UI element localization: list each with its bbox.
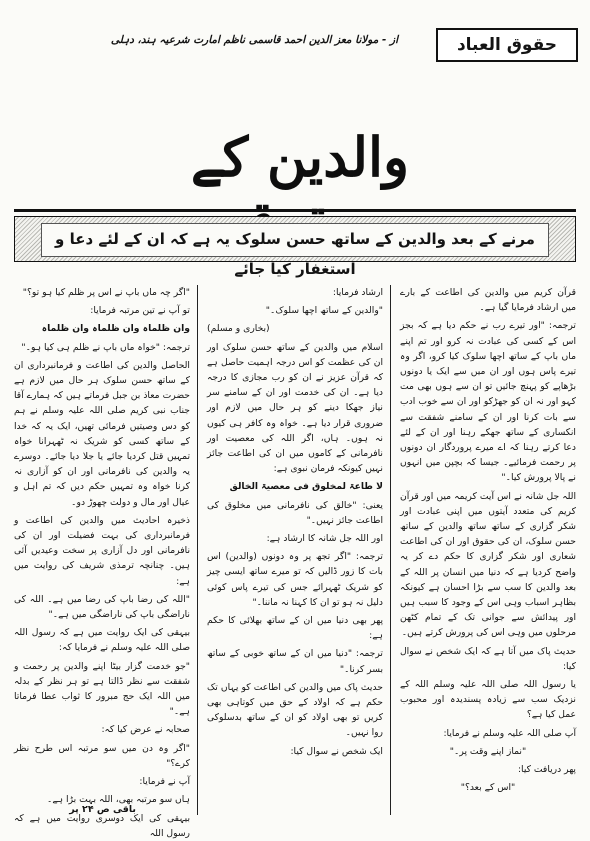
paragraph: ذخیرہ احادیث میں والدین کی اطاعت و فرمانبرداری کی بہت فضیلت اور ان کی نافرمانی اور دل آزاری پر سخت وعیدیں آئی ہیں۔ چنانچہ ترمذی شریف کی روایت میں ہے: xyxy=(14,514,190,587)
column-middle xyxy=(207,285,383,815)
paragraph: بیہقی کی ایک دوسری روایت میں ہے کہ رسول اللہ xyxy=(14,812,190,839)
paragraph: ترجمہ: "خواہ ماں باپ نے ظلم ہی کیا ہو۔" xyxy=(21,341,190,353)
arabic-quote: لا طاعۃ لمخلوق فی معصیۃ الخالق xyxy=(229,481,383,493)
section-label: حقوق العباد xyxy=(436,28,578,62)
paragraph: پھر دریافت کیا: xyxy=(517,764,576,776)
column-right xyxy=(400,285,576,815)
paragraph: اللہ جل شانہ نے اس آیت کریمہ میں اور قرآن کریم کی متعدد آیتوں میں اپنی عبادت اور شکر گزاری کے ساتھ ساتھ والدین کے ساتھ حسن سلوک، ان کی حقوق اور ان کی اطاعت شعاری اور شکر گزاری کا حکم دے کر یہ واضح کردیا ہے کہ دنیا میں انسان پر اللہ کے بعد والدین کا سب سے بڑا احسان ہے کیونکہ بظاہر اسباب وہی اس کے وجود کا سبب ہیں اور پیدائش سے جوانی تک کے تمام کٹھن مرحلوں میں وہی اس کی پرورش کرتے ہیں۔ xyxy=(400,490,576,639)
paragraph: الحاصل والدین کی اطاعت و فرمانبرداری ان کے ساتھ حسن سلوک ہر حال میں لازم ہے حضرت معاذ بن جبل فرماتے ہیں کہ ہمارے آقا جناب نبی کریم صلی اللہ علیہ وسلم نے ہم کو دس وصیتیں فرمائی تھیں، ایک یہ کہ خدا کے ساتھ کسی کو شریک نہ ٹھہرانا خواہ تمہیں قتل کردیا جائے یا جلا دیا جائے۔ دوسرے یہ والدین کی نافرمانی اور ان کو آزاری نہ کرنا خواہ وہ تمہیں حکم دیں کہ تم اہل و عیال اور مال و دولت چھوڑ دو۔ xyxy=(14,359,190,508)
author-byline: از - مولانا معز الدین احمد قاسمی ناظم امارت شرعیہ ہند، دہلی xyxy=(110,34,398,46)
paragraph: پھر بھی دنیا میں ان کے ساتھ بھلائی کا حکم ہے: xyxy=(207,615,383,642)
paragraph: آپ نے فرمایا: xyxy=(139,776,190,788)
paragraph: آپ صلی اللہ علیہ وسلم نے فرمایا: xyxy=(443,727,576,739)
column-divider xyxy=(197,285,198,815)
paragraph: تو آپ نے تین مرتبہ فرمایا: xyxy=(90,305,190,317)
paragraph: یعنی: "خالق کی نافرمانی میں مخلوق کی اطاعت جائز نہیں۔" xyxy=(207,499,383,526)
paragraph: "جو خدمت گزار بیٹا اپنے والدین پر رحمت و شفقت سے نظر ڈالتا ہے تو ہر نظر کے بدلہ میں اللہ ایک حج مبرور کا ثواب عطا فرماتا ہے۔" xyxy=(14,660,190,718)
paragraph: حدیث پاک میں آتا ہے کہ ایک شخص نے سوال کیا: xyxy=(400,645,576,672)
paragraph: "نماز اپنے وقت پر۔" xyxy=(449,745,527,757)
title-divider xyxy=(14,209,576,212)
article-body xyxy=(14,285,576,839)
paragraph: یا رسول اللہ صلی اللہ علیہ وسلم اللہ کے نزدیک سب سے زیادہ پسندیدہ اور محبوب عمل کیا ہے؟ xyxy=(400,679,576,721)
paragraph: ترجمہ: "اگر تجھ پر وہ دونوں (والدین) اس بات کا زور ڈالیں کہ تو میرے ساتھ ایسی چیز کو شریک ٹھہرائے جس کی تیرے پاس کوئی دلیل نہ ہو تو ان کا کہنا نہ ماننا۔" xyxy=(207,551,383,608)
paragraph: صحابہ نے عرض کیا کہ: xyxy=(101,724,190,736)
paragraph: بیہقی کی ایک روایت میں ہے کہ رسول اللہ صلی اللہ علیہ وسلم نے فرمایا کہ: xyxy=(14,627,190,654)
paragraph: حدیث پاک میں والدین کی اطاعت کو یہاں تک حکم ہے کہ اولاد کے حق میں کوتاہی بھی کریں تو بھی اولاد کو ان کے ساتھ بدسلوکی روا نہیں۔ xyxy=(207,681,383,739)
banner-text: مرنے کے بعد والدین کے ساتھ حسن سلوک یہ ہے کہ ان کے لئے دعا و استغفار کیا جائے xyxy=(41,223,549,257)
article-title: والدین کے xyxy=(190,125,410,189)
headline-banner xyxy=(14,216,576,278)
column-left xyxy=(14,285,190,839)
paragraph: "اگر چہ ماں باپ نے اس پر ظلم کیا ہو تو؟" xyxy=(22,287,190,298)
paragraph: "والدین کے ساتھ اچھا سلوک۔" xyxy=(265,305,383,317)
paragraph: ارشاد فرمایا: xyxy=(332,287,383,298)
continued-note: باقی ص ۲۴ پر xyxy=(69,804,136,815)
arabic-quote: وان ظلماہ وان ظلماہ وان ظلماہ xyxy=(41,323,190,335)
paragraph: "اگر وہ دن میں سو مرتبہ اس طرح نظر کرے؟" xyxy=(14,742,190,769)
paragraph: "اس کے بعد؟" xyxy=(460,782,516,794)
paragraph: ایک شخص نے سوال کیا: xyxy=(290,745,383,757)
paragraph: قرآن کریم میں والدین کی اطاعت کے بارے میں ارشاد فرمایا گیا ہے۔ xyxy=(400,287,576,314)
citation: (بخاری و مسلم) xyxy=(207,323,270,335)
paragraph: اسلام میں والدین کے ساتھ حسن سلوک اور ان کی عظمت کو اس درجہ اہمیت حاصل ہے کہ قرآن عزیز نے ان کو رب مجازی کا درجہ دیا ہے۔ ان کی خدمت اور ان کے سامنے سر نیاز جھکا دینے کو ہر حال میں لازم اور ضروری قرار دیا ہے۔ خواہ وہ کافر ہی کیوں نہ ہوں۔ ہاں، اگر اللہ کی معصیت اور نافرمانی کے کاموں میں ان کی اطاعت جائز نہیں کیونکہ فرمان نبوی ہے: xyxy=(207,341,383,475)
paragraph: ہاں سو مرتبہ بھی، اللہ بہت بڑا ہے۔ xyxy=(46,794,190,806)
column-divider xyxy=(390,285,391,815)
paragraph: "اللہ کی رضا باپ کی رضا میں ہے۔ اللہ کی ناراضگی باپ کی ناراضگی میں ہے۔" xyxy=(14,593,190,621)
paragraph: ترجمہ: "دنیا میں ان کے ساتھ خوبی کے ساتھ بسر کرنا۔" xyxy=(207,648,383,675)
paragraph: اور اللہ جل شانہ کا ارشاد ہے: xyxy=(266,533,383,545)
paragraph: ترجمہ: "اور تیرے رب نے حکم دیا ہے کہ بجز اس کے کسی کی عبادت نہ کرو اور تم اپنے ماں باپ کے ساتھ اچھا سلوک کیا کرو، اگر وہ تیرے پاس ہوں اور ان میں سے ایک یا دونوں بڑھاپے کو پہنچ جائیں تو ان سے ہوں بھی مت کہو اور نہ ان کو جھڑکو اور ان سے خوب ادب سے بات کرنا اور ان کے سامنے شفقت سے انکساری کے ساتھ جھکے رہنا اور ان کے لئے دعا کرتے رہنا کہ اے میرے پروردگار ان دونوں پر رحمت فرمائیے۔ جیسا کہ بچپن میں انہوں نے پالا پرورش کیا۔" xyxy=(400,320,576,484)
